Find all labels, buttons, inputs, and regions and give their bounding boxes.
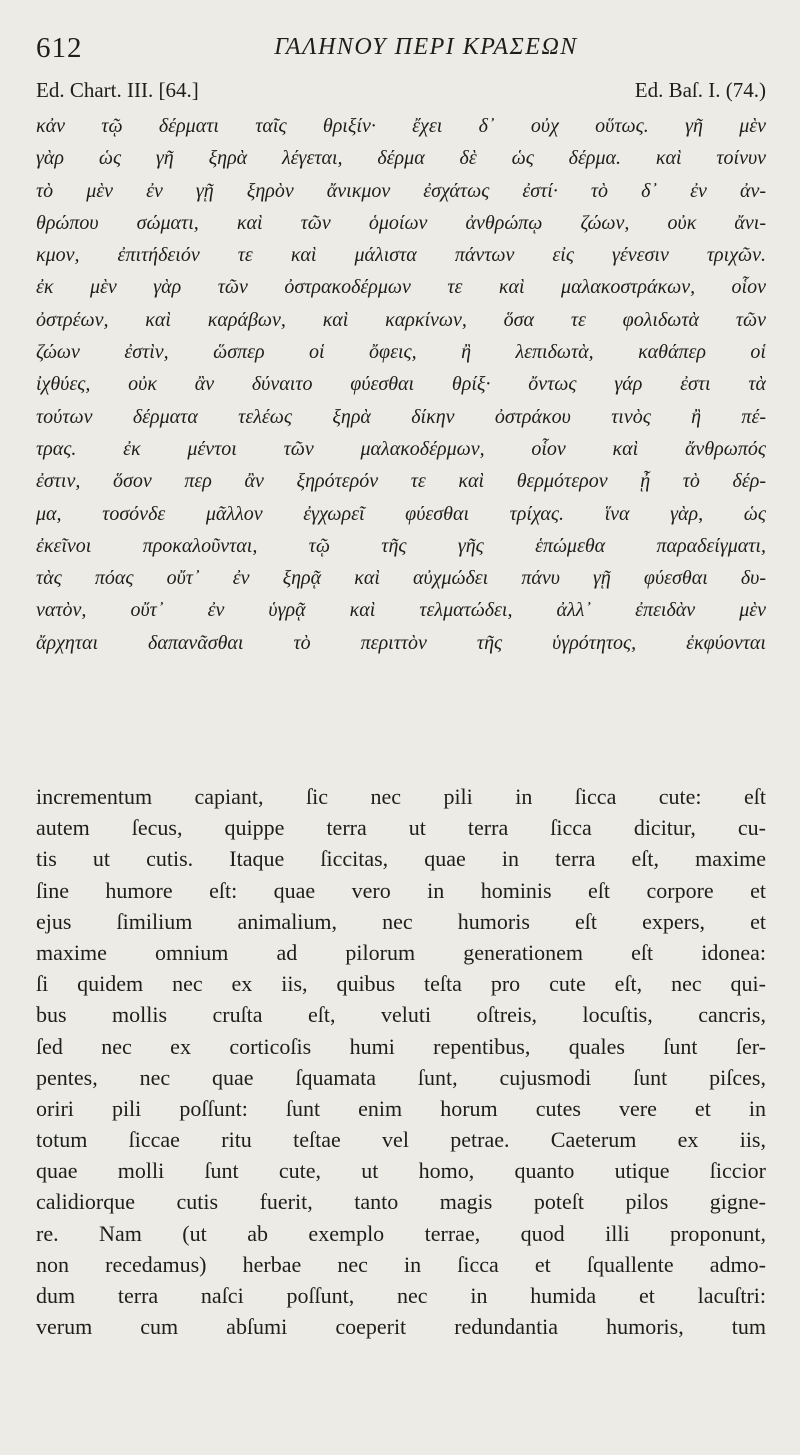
latin-line: ſed nec ex corticoſis humi repentibus, quales ſunt ſer- — [36, 1033, 766, 1059]
greek-line: ἐκεῖνοι προκαλοῦνται, τῷ τῆς γῆς ἑπώμεθα παραδείγματι, — [36, 534, 766, 557]
latin-text-block — [36, 781, 766, 1342]
latin-line: totum ſiccae ritu teſtae vel petrae. Caeterum ex iis, — [36, 1127, 766, 1153]
latin-line: re. Nam (ut ab exemplo terrae, quod illi proponunt, — [36, 1220, 766, 1246]
latin-line: oriri pili poſſunt: ſunt enim horum cutes vere et in — [36, 1095, 766, 1121]
latin-line: maxime omnium ad pilorum generationem eſt idonea: — [36, 939, 766, 965]
latin-line: incrementum capiant, ſic nec pili in ſicca cute: eſt — [36, 784, 766, 809]
latin-line: non recedamus) herbae nec in ſicca et ſquallente admo- — [36, 1251, 766, 1277]
edition-basel: Ed. Baſ. I. (74.) — [634, 78, 766, 102]
greek-line: ἄρχηται δαπανᾶσθαι τὸ περιττὸν τῆς ὑγρότητος, ἐκφύονται — [36, 631, 766, 654]
edition-references — [36, 78, 766, 106]
latin-line: autem ſecus, quippe terra ut terra ſicca dicitur, cu- — [36, 815, 766, 841]
latin-line: calidiorque cutis fuerit, tanto magis poteſt pilos gigne- — [36, 1189, 766, 1215]
greek-line: νατὸν, οὔτ᾽ ἐν ὑγρᾷ καὶ τελματώδει, ἀλλ᾽ ἐπειδὰν μὲν — [36, 599, 766, 622]
greek-line: τρας. ἐκ μέντοι τῶν μαλακοδέρμων, οἷον καὶ ἄνθρωπός — [36, 437, 766, 460]
greek-line: μα, τοσόνδε μᾶλλον ἐγχωρεῖ φύεσθαι τρίχας. ἵνα γὰρ, ὡς — [36, 502, 766, 525]
greek-line: κἀν τῷ δέρματι ταῖς θριξίν· ἔχει δ᾽ οὐχ οὕτως. γῆ μὲν — [36, 115, 766, 137]
latin-line: pentes, nec quae ſquamata ſunt, cujusmodi ſunt piſces, — [36, 1064, 766, 1090]
greek-line: ἐστιν, ὅσον περ ἂν ξηρότερόν τε καὶ θερμότερον ᾖ τὸ δέρ- — [36, 470, 766, 493]
latin-line: ejus ſimilium animalium, nec humoris eſt expers, et — [36, 908, 766, 934]
running-title: ΓΑΛΗΝΟΥ ΠΕΡΙ ΚΡΑΣΕΩΝ — [274, 34, 578, 60]
latin-line: bus mollis cruſta eſt, veluti oſtreis, locuſtis, cancris, — [36, 1002, 766, 1028]
edition-chartier: Ed. Chart. III. [64.] — [36, 78, 199, 102]
page-number: 612 — [36, 32, 83, 64]
latin-line: ſi quidem nec ex iis, quibus teſta pro cute eſt, nec qui- — [36, 971, 766, 997]
greek-line: ὀστρέων, καὶ καράβων, καὶ καρκίνων, ὅσα τε φολιδωτὰ τῶν — [36, 308, 766, 331]
greek-line: ἐκ μὲν γὰρ τῶν ὀστρακοδέρμων τε καὶ μαλακοστράκων, οἷον — [36, 276, 766, 299]
latin-line: quae molli ſunt cute, ut homo, quanto utique ſiccior — [36, 1158, 766, 1184]
greek-line: ἰχθύες, οὐκ ἂν δύναιτο φύεσθαι θρίξ· ὄντως γάρ ἐστι τὰ — [36, 373, 766, 396]
latin-line: ſine humore eſt: quae vero in hominis eſt corpore et — [36, 877, 766, 903]
latin-line: tis ut cutis. Itaque ſiccitas, quae in terra eſt, maxime — [36, 846, 766, 872]
greek-line: γὰρ ὡς γῆ ξηρὰ λέγεται, δέρμα δὲ ὡς δέρμα. καὶ τοίνυν — [36, 147, 766, 170]
greek-line: ζώων ἐστὶν, ὥσπερ οἱ ὄφεις, ἢ λεπιδωτὰ, καθάπερ οἱ — [36, 341, 766, 364]
greek-line: τὸ μὲν ἐν γῇ ξηρὸν ἄνικμον ἐσχάτως ἐστί· τὸ δ᾽ ἐν ἀν- — [36, 179, 766, 202]
greek-line: τούτων δέρματα τελέως ξηρὰ δίκην ὀστράκου τινὸς ἢ πέ- — [36, 405, 766, 428]
greek-line: θρώπου σώματι, καὶ τῶν ὁμοίων ἀνθρώπῳ ζώων, οὐκ ἄνι- — [36, 211, 766, 234]
greek-line: κμον, ἐπιτήδειόν τε καὶ μάλιστα πάντων εἰς γένεσιν τριχῶν. — [36, 244, 766, 267]
latin-line: verum cum abſumi coeperit redundantia humoris, tum — [36, 1314, 766, 1340]
latin-line: dum terra naſci poſſunt, nec in humida et lacuſtri: — [36, 1283, 766, 1308]
page-header — [36, 30, 776, 70]
greek-line: τὰς πόας οὔτ᾽ ἐν ξηρᾷ καὶ αὐχμώδει πάνυ γῇ φύεσθαι δυ- — [36, 567, 766, 590]
greek-text-block — [36, 110, 766, 659]
